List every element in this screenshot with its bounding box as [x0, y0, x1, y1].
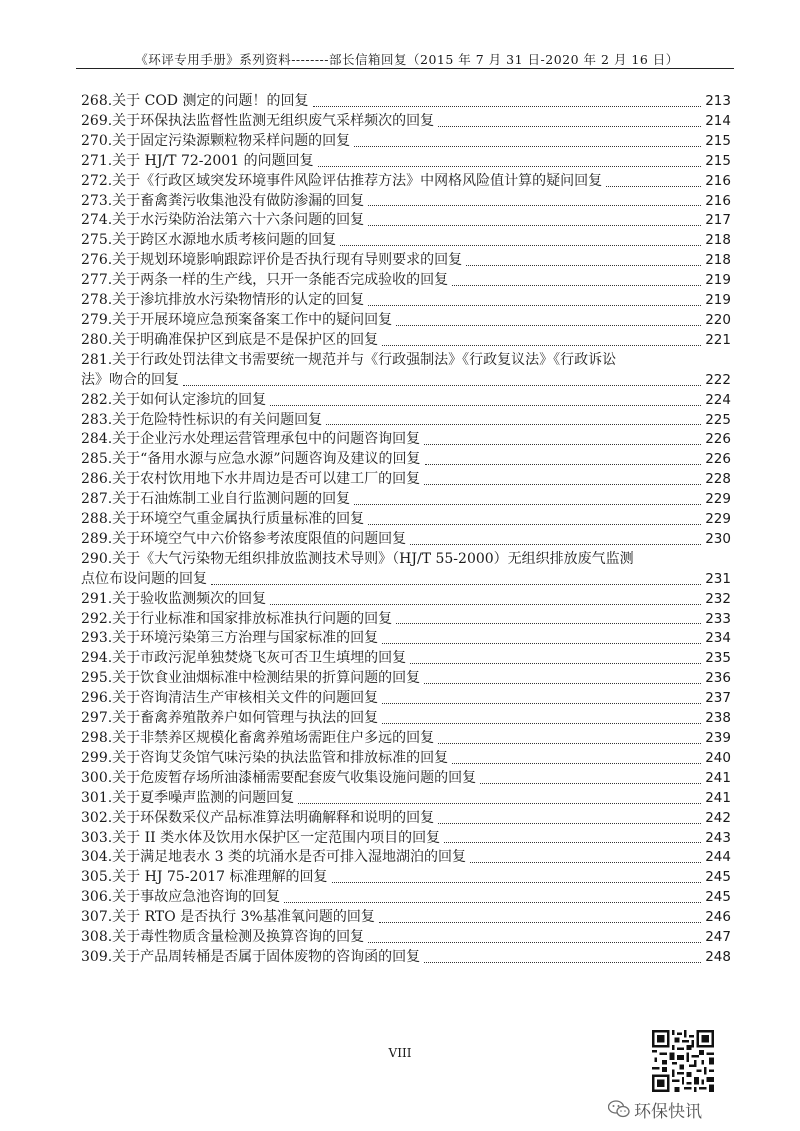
toc-dot-leader	[410, 544, 701, 545]
toc-dot-leader	[332, 882, 702, 883]
toc-entry-title: 关于事故应急池咨询的回复	[112, 889, 281, 906]
toc-dot-leader	[396, 325, 701, 326]
toc-entry-page: 230	[705, 530, 731, 547]
toc-entry-title: 关于市政污泥单独焚烧飞灰可否卫生填埋的回复	[112, 650, 407, 667]
toc-entry-page: 241	[705, 769, 731, 786]
toc-dot-leader	[424, 484, 701, 485]
toc-entry-title: 关于咨询艾灸馆气味污染的执法监管和排放标准的回复	[112, 749, 449, 766]
toc-entry-title: 关于危废暂存场所油漆桶需要配套废气收集设施问题的回复	[112, 769, 477, 786]
toc-entry-title: 关于 HJ 75-2017 标准理解的回复	[112, 869, 328, 886]
toc-entry-number: 285.	[81, 451, 113, 468]
toc-entry-number: 306.	[81, 889, 113, 906]
toc-dot-leader	[183, 385, 701, 386]
toc-entry-title: 关于规划环境影响跟踪评价是否执行现有导则要求的回复	[112, 252, 463, 269]
toc-entry-title-line	[81, 351, 731, 371]
toc-entry-page: 229	[705, 491, 731, 508]
toc-entry-number: 307.	[81, 909, 113, 926]
page-number: VIII	[388, 1046, 412, 1060]
toc-dot-leader	[313, 106, 702, 107]
toc-entry-number: 294.	[81, 650, 113, 667]
toc-entry-number: 297.	[81, 710, 113, 727]
toc-entry[interactable]	[81, 311, 731, 331]
toc-dot-leader	[452, 285, 701, 286]
toc-entry-page: 238	[705, 710, 731, 727]
toc-entry-page: 221	[705, 331, 731, 348]
toc-entry-number: 269.	[81, 112, 113, 129]
toc-entry-number: 303.	[81, 829, 113, 846]
toc-entry-number: 295.	[81, 670, 113, 687]
toc-dot-leader	[368, 225, 701, 226]
toc-entry-page: 213	[705, 93, 731, 109]
toc-entry[interactable]	[81, 928, 731, 948]
toc-dot-leader	[298, 803, 701, 804]
toc-entry-page: 218	[705, 232, 731, 249]
toc-entry-number: 299.	[81, 749, 113, 766]
toc-entry-page: 234	[705, 630, 731, 647]
toc-entry[interactable]	[81, 231, 731, 251]
toc-entry-title: 关于危险特性标识的有关问题回复	[112, 411, 323, 428]
toc-dot-leader	[318, 166, 702, 167]
toc-dot-leader	[379, 922, 701, 923]
toc-dot-leader	[211, 584, 701, 585]
toc-entry-number: 302.	[81, 809, 113, 826]
toc-entry-number: 293.	[81, 630, 113, 647]
toc-entry[interactable]	[81, 749, 731, 769]
header-rule	[76, 68, 734, 69]
toc-entry-page: 226	[705, 451, 731, 468]
toc-entry[interactable]	[81, 470, 731, 490]
toc-entry[interactable]	[81, 271, 731, 291]
toc-dot-leader	[354, 146, 701, 147]
toc-entry[interactable]	[81, 530, 731, 550]
toc-entry[interactable]	[81, 590, 731, 610]
toc-entry-number: 290.	[81, 550, 113, 567]
toc-entry[interactable]	[81, 152, 731, 172]
toc-entry[interactable]	[81, 689, 731, 709]
toc-entry-number: 280.	[81, 331, 113, 348]
toc-entry[interactable]	[81, 510, 731, 530]
toc-entry-number: 296.	[81, 690, 113, 707]
toc-entry-page: 246	[705, 909, 731, 926]
toc-entry[interactable]	[81, 809, 731, 829]
toc-entry[interactable]	[81, 211, 731, 231]
toc-entry[interactable]	[81, 490, 731, 510]
toc-entry-number: 276.	[81, 252, 113, 269]
toc-dot-leader	[452, 763, 701, 764]
toc-dot-leader	[424, 962, 701, 963]
toc-entry-page: 214	[705, 112, 731, 129]
toc-dot-leader	[354, 504, 701, 505]
toc-entry-title: 关于环境空气中六价铬参考浓度限值的问题回复	[112, 530, 407, 547]
toc-entry[interactable]	[81, 649, 731, 669]
toc-entry[interactable]	[81, 610, 731, 630]
toc-entry-title: 关于畜禽养殖散养户如何管理与执法的回复	[112, 710, 379, 727]
toc-entry[interactable]	[81, 391, 731, 411]
toc-dot-leader	[410, 663, 701, 664]
toc-entry-title-line	[81, 550, 731, 570]
toc-entry-page: 247	[705, 929, 731, 946]
toc-entry-title: 关于两条一样的生产线，只开一条能否完成验收的回复	[112, 272, 449, 289]
toc-entry-title: 关于明确准保护区到底是不是保护区的回复	[112, 331, 379, 348]
toc-entry[interactable]	[81, 112, 731, 132]
toc-entry[interactable]	[81, 868, 731, 888]
toc-entry[interactable]	[81, 829, 731, 849]
toc-dot-leader	[382, 723, 701, 724]
toc-entry-number: 288.	[81, 511, 113, 528]
toc-entry-title: 关于验收监测频次的回复	[112, 590, 267, 607]
toc-entry-title: 关于农村饮用地下水井周边是否可以建工厂的回复	[112, 471, 421, 488]
toc-entry-title: 关于 COD 测定的问题！的回复	[112, 93, 309, 109]
toc-entry-title: 关于满足地表水 3 类的坑涌水是否可排入湿地湖泊的回复	[112, 849, 466, 866]
toc-entry-title: 关于如何认定渗坑的回复	[112, 391, 267, 408]
toc-dot-leader	[382, 345, 701, 346]
toc-entry-title: 关于环境污染第三方治理与国家标准的回复	[112, 630, 379, 647]
toc-entry-page: 245	[705, 889, 731, 906]
toc-entry[interactable]	[81, 629, 731, 649]
toc-entry-title: 关于《大气污染物无组织排放监测技术导则》（HJ/T 55-2000）无组织排放废气监测	[112, 550, 634, 567]
toc-entry-page: 242	[705, 809, 731, 826]
toc-entry-page: 232	[705, 590, 731, 607]
toc-dot-leader	[396, 623, 701, 624]
toc-entry[interactable]	[81, 769, 731, 789]
watermark	[608, 1098, 702, 1120]
toc-entry-title: 关于环境空气重金属执行质量标准的回复	[112, 511, 365, 528]
toc-dot-leader	[368, 305, 701, 306]
toc-dot-leader	[270, 604, 701, 605]
toc-entry-number: 268.	[81, 93, 113, 109]
toc-entry-page: 233	[705, 610, 731, 627]
toc-dot-leader	[340, 245, 701, 246]
toc-entry-page: 245	[705, 869, 731, 886]
toc-entry-page: 218	[705, 252, 731, 269]
toc-entry-number: 305.	[81, 869, 113, 886]
toc-entry-title: 关于非禁养区规模化畜禽养殖场需距住户多远的回复	[112, 730, 435, 746]
toc-entry-page: 231	[705, 570, 731, 587]
toc-entry-page: 248	[705, 948, 731, 965]
toc-entry-title: 关于环保数采仪产品标准算法明确解释和说明的回复	[112, 809, 435, 826]
toc-entry-number: 278.	[81, 292, 113, 309]
toc-entry-title: 关于跨区水源地水质考核问题的回复	[112, 232, 337, 249]
toc-entry-page: 220	[705, 311, 731, 328]
toc-entry-page: 241	[705, 789, 731, 806]
toc-dot-leader	[466, 265, 701, 266]
toc-entry-title: 关于水污染防治法第六十六条问题的回复	[112, 212, 365, 229]
toc-dot-leader	[606, 186, 701, 187]
toc-entry-title: 关于毒性物质含量检测及换算咨询的回复	[112, 929, 365, 946]
toc-entry-title: 关于夏季噪声监测的问题回复	[112, 789, 295, 806]
toc-entry[interactable]	[81, 430, 731, 450]
toc-entry-page: 222	[705, 371, 731, 388]
toc-entry-page: 216	[705, 192, 731, 209]
toc-entry-title: 关于企业污水处理运营管理承包中的问题咨询回复	[112, 431, 421, 448]
page-header: 《环评专用手册》系列资料--------部长信箱回复（2015 年 7 月 31 日-2020 年 2 月 16 日）	[135, 52, 679, 67]
toc-entry-number: 309.	[81, 948, 113, 965]
toc-entry-page: 239	[705, 730, 731, 746]
toc-entry-number: 281.	[81, 351, 113, 368]
toc-entry[interactable]	[81, 132, 731, 152]
toc-entry-number: 279.	[81, 311, 113, 328]
toc-entry[interactable]	[81, 669, 731, 689]
toc-dot-leader	[368, 942, 701, 943]
toc-entry[interactable]	[81, 291, 731, 311]
toc-dot-leader	[368, 205, 701, 206]
toc-entry-number: 304.	[81, 849, 113, 866]
toc-entry-page: 228	[705, 471, 731, 488]
toc-entry-title: 关于行政处罚法律文书需要统一规范并与《行政强制法》《行政复议法》《行政诉讼	[112, 351, 617, 368]
toc-entry-title: 关于 II 类水体及饮用水保护区一定范围内项目的回复	[112, 829, 441, 846]
toc-entry-page: 229	[705, 511, 731, 528]
toc-entry-number: 282.	[81, 391, 113, 408]
toc-entry-page: 226	[705, 431, 731, 448]
toc-entry-title: 关于“备用水源与应急水源”问题咨询及建议的回复	[112, 451, 421, 468]
toc-entry-number: 292.	[81, 610, 113, 627]
toc-entry[interactable]	[81, 948, 731, 968]
toc-entry-number: 284.	[81, 431, 113, 448]
toc-dot-leader	[284, 902, 701, 903]
toc-entry-title: 关于石油炼制工业自行监测问题的回复	[112, 491, 351, 508]
toc-dot-leader	[424, 683, 701, 684]
toc-entry-title: 关于开展环境应急预案备案工作中的疑问回复	[112, 311, 393, 328]
toc-entry-title: 点位布设问题的回复	[81, 570, 207, 587]
toc-entry-title: 关于咨询清洁生产审核相关文件的问题回复	[112, 690, 379, 707]
toc-entry-page: 216	[705, 172, 731, 189]
toc-entry-title: 关于渗坑排放水污染物情形的认定的回复	[112, 292, 365, 309]
toc-entry-number: 287.	[81, 491, 113, 508]
toc-entry-page: 243	[705, 829, 731, 846]
toc-entry-number: 289.	[81, 530, 113, 547]
toc-entry-number: 291.	[81, 590, 113, 607]
toc-entry-number: 272.	[81, 172, 113, 189]
wechat-icon	[608, 1100, 630, 1118]
toc-entry[interactable]	[81, 709, 731, 729]
toc-entry-number: 301.	[81, 789, 113, 806]
toc-entry-number: 277.	[81, 272, 113, 289]
toc-entry-title: 关于《行政区域突发环境事件风险评估推荐方法》中网格风险值计算的疑问回复	[112, 172, 603, 189]
toc-entry[interactable]	[81, 848, 731, 868]
toc-entry-page: 215	[705, 132, 731, 149]
toc-entry-page: 217	[705, 212, 731, 229]
toc-entry[interactable]	[81, 908, 731, 928]
table-of-contents	[81, 92, 731, 968]
toc-dot-leader	[270, 405, 701, 406]
toc-entry-page: 237	[705, 690, 731, 707]
toc-entry-title: 关于产品周转桶是否属于固体废物的咨询函的回复	[112, 948, 421, 965]
toc-entry[interactable]	[81, 251, 731, 271]
toc-entry-title: 关于 HJ/T 72-2001 的问题回复	[112, 152, 314, 169]
toc-entry-number: 270.	[81, 132, 113, 149]
toc-entry-title: 关于畜禽粪污收集池没有做防渗漏的回复	[112, 192, 365, 209]
toc-entry[interactable]	[81, 550, 731, 590]
toc-entry-number: 275.	[81, 232, 113, 249]
toc-entry-number: 308.	[81, 929, 113, 946]
toc-dot-leader	[438, 743, 701, 744]
toc-dot-leader	[326, 424, 701, 425]
toc-dot-leader	[480, 783, 701, 784]
toc-entry-number: 271.	[81, 152, 113, 169]
toc-dot-leader	[382, 643, 701, 644]
toc-entry-title: 关于 RTO 是否执行 3%基准氧问题的回复	[112, 909, 375, 926]
toc-entry-title: 关于环保执法监督性监测无组织废气采样频次的回复	[112, 112, 435, 129]
toc-dot-leader	[438, 823, 701, 824]
toc-entry-title: 法》吻合的回复	[81, 371, 179, 388]
toc-entry[interactable]	[81, 411, 731, 431]
watermark-text: 环保快讯	[634, 1101, 702, 1122]
toc-entry-number: 300.	[81, 769, 113, 786]
toc-entry-title: 关于固定污染源颗粒物采样问题的回复	[112, 132, 351, 149]
toc-entry-number: 286.	[81, 471, 113, 488]
toc-dot-leader	[438, 126, 701, 127]
toc-dot-leader	[368, 524, 701, 525]
toc-entry-number: 274.	[81, 212, 113, 229]
toc-entry-title: 关于行业标准和国家排放标准执行问题的回复	[112, 610, 393, 627]
toc-entry-number: 298.	[81, 730, 113, 746]
toc-entry-number: 273.	[81, 192, 113, 209]
toc-dot-leader	[425, 464, 702, 465]
toc-entry-page: 240	[705, 749, 731, 766]
toc-entry-page: 219	[705, 272, 731, 289]
toc-entry[interactable]	[81, 888, 731, 908]
toc-entry-page: 215	[705, 152, 731, 169]
toc-entry[interactable]	[81, 729, 731, 749]
toc-entry-title: 关于饮食业油烟标准中检测结果的折算问题的回复	[112, 670, 421, 687]
toc-entry-page: 225	[705, 411, 731, 428]
toc-entry-page: 244	[705, 849, 731, 866]
qr-code-icon	[652, 1030, 714, 1092]
toc-entry-page: 224	[705, 391, 731, 408]
toc-entry[interactable]	[81, 789, 731, 809]
toc-entry-number: 283.	[81, 411, 113, 428]
toc-dot-leader	[444, 842, 701, 843]
toc-entry-page: 235	[705, 650, 731, 667]
toc-entry[interactable]	[81, 172, 731, 192]
toc-entry-page: 236	[705, 670, 731, 687]
toc-dot-leader	[382, 703, 701, 704]
toc-dot-leader	[470, 862, 701, 863]
toc-dot-leader	[424, 444, 701, 445]
toc-entry[interactable]	[81, 92, 731, 112]
toc-entry[interactable]	[81, 351, 731, 391]
toc-entry-page: 219	[705, 292, 731, 309]
toc-entry[interactable]	[81, 192, 731, 212]
toc-entry[interactable]	[81, 450, 731, 470]
toc-entry[interactable]	[81, 331, 731, 351]
